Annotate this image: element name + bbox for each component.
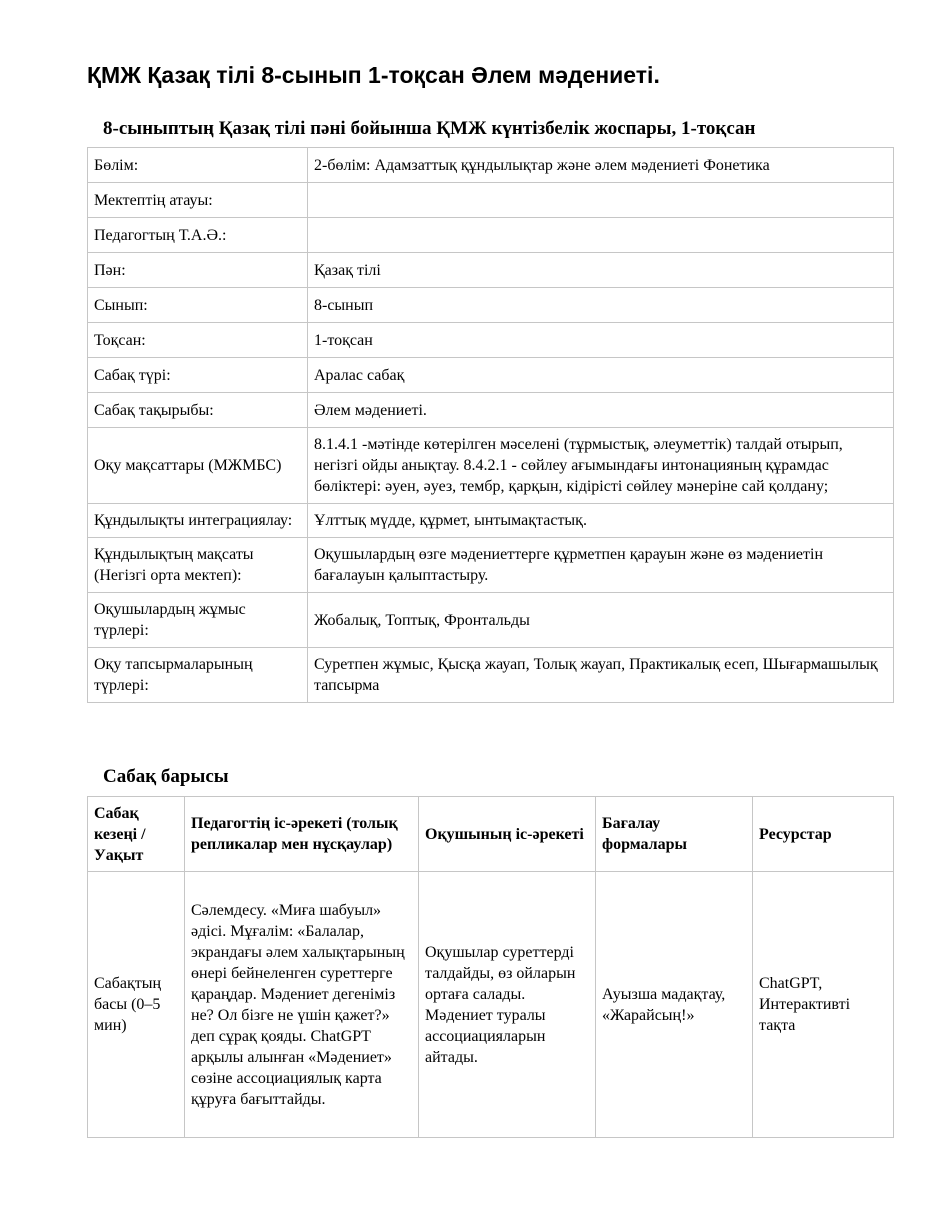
info-label: Оқушылардың жұмыс түрлері: <box>88 593 308 648</box>
table-row <box>88 183 894 218</box>
table-row <box>88 148 894 183</box>
info-section-heading: 8-сыныптың Қазақ тілі пәні бойынша ҚМЖ күнтізбелік жоспары, 1-тоқсан <box>103 118 756 139</box>
resources-cell: ChatGPT, Интерактивті тақта <box>753 872 894 1138</box>
column-header-stage: Сабақ кезеңі / Уақыт <box>88 797 185 872</box>
lesson-section-heading: Сабақ барысы <box>103 766 229 787</box>
info-value: 8.1.4.1 -мәтінде көтерілген мәселені (тұрмыстық, әлеуметтік) талдай отырып, негізгі ойды анықтау. 8.4.2.1 - сөйлеу ағымындағы интонацияның құрамдас бөліктері: әуен, әуез, тембр, қарқын, кідірісті сөйлеу мәнеріне сай қолдану; <box>308 428 894 504</box>
info-label: Сабақ түрі: <box>88 358 308 393</box>
table-row <box>88 218 894 253</box>
info-value: Суретпен жұмыс, Қысқа жауап, Толық жауап, Практикалық есеп, Шығармашылық тапсырма <box>308 648 894 703</box>
table-header-row <box>88 797 894 872</box>
info-label: Сынып: <box>88 288 308 323</box>
assessment-cell: Ауызша мадақтау, «Жарайсың!» <box>596 872 753 1138</box>
table-row <box>88 593 894 648</box>
info-value: Қазақ тілі <box>308 253 894 288</box>
info-value <box>308 218 894 253</box>
column-header-student: Оқушының іс-әрекеті <box>419 797 596 872</box>
info-value: Ұлттық мүдде, құрмет, ынтымақтастық. <box>308 504 894 538</box>
table-row <box>88 648 894 703</box>
lesson-plan-table <box>87 796 894 1138</box>
info-value: Оқушылардың өзге мәдениеттерге құрметпен қарауын және өз мәдениетін бағалауын қалыптастыру. <box>308 538 894 593</box>
table-row <box>88 288 894 323</box>
info-label: Құндылықтың мақсаты (Негізгі орта мектеп): <box>88 538 308 593</box>
info-value: Аралас сабақ <box>308 358 894 393</box>
table-row <box>88 323 894 358</box>
info-value: Әлем мәдениеті. <box>308 393 894 428</box>
column-header-resources: Ресурстар <box>753 797 894 872</box>
table-row <box>88 393 894 428</box>
info-value <box>308 183 894 218</box>
table-row <box>88 538 894 593</box>
table-row <box>88 253 894 288</box>
teacher-activity-cell: Сәлемдесу. «Миға шабуыл» әдісі. Мұғалім: «Балалар, экрандағы әлем халықтарының өнері бейнеленген суреттерге қараңдар. Мәдениет дегеніміз не? Ол бізге не үшін қажет?» деп сұрақ қояды. ChatGPT арқылы алынған «Мәдениет» сөзіне ассоциациялық карта құруға бағыттайды. <box>185 872 419 1138</box>
info-label: Пән: <box>88 253 308 288</box>
column-header-teacher: Педагогтің іс-әрекеті (толық репликалар мен нұсқаулар) <box>185 797 419 872</box>
info-label: Сабақ тақырыбы: <box>88 393 308 428</box>
info-label: Оқу мақсаттары (МЖМБС) <box>88 428 308 504</box>
info-label: Тоқсан: <box>88 323 308 358</box>
info-value: 8-сынып <box>308 288 894 323</box>
table-row <box>88 872 894 1138</box>
info-label: Мектептің атауы: <box>88 183 308 218</box>
info-label: Бөлім: <box>88 148 308 183</box>
lesson-info-table <box>87 147 894 703</box>
info-label: Құндылықты интеграциялау: <box>88 504 308 538</box>
student-activity-cell: Оқушылар суреттерді талдайды, өз ойларын ортаға салады. Мәдениет туралы ассоциацияларын айтады. <box>419 872 596 1138</box>
info-value: 1-тоқсан <box>308 323 894 358</box>
info-label: Педагогтың Т.А.Ә.: <box>88 218 308 253</box>
document-title: ҚМЖ Қазақ тілі 8-сынып 1-тоқсан Әлем мәдениеті. <box>87 62 660 88</box>
column-header-assessment: Бағалау формалары <box>596 797 753 872</box>
info-label: Оқу тапсырмаларының түрлері: <box>88 648 308 703</box>
info-value: 2-бөлім: Адамзаттық құндылықтар және әлем мәдениеті Фонетика <box>308 148 894 183</box>
table-row <box>88 504 894 538</box>
info-value: Жобалық, Топтық, Фронтальды <box>308 593 894 648</box>
table-row <box>88 428 894 504</box>
table-row <box>88 358 894 393</box>
lesson-stage-cell: Сабақтың басы (0–5 мин) <box>88 872 185 1138</box>
